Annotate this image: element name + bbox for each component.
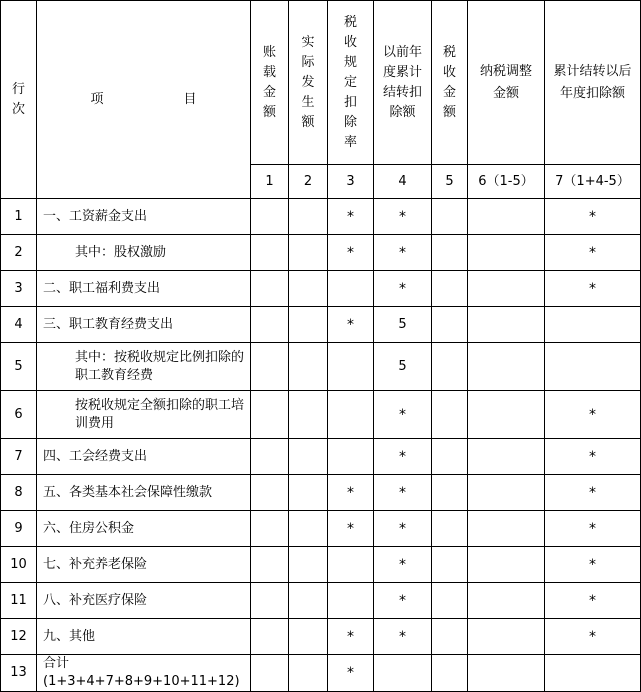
row-item: 一、工资薪金支出 <box>37 199 251 235</box>
cell-c6 <box>468 655 545 692</box>
cell-c7 <box>545 343 641 391</box>
cell-c6 <box>468 235 545 271</box>
cell-c3 <box>328 271 374 307</box>
table-row <box>1 511 641 547</box>
row-no: 4 <box>1 307 37 343</box>
header-col4: 以前年度累计结转扣除额 <box>374 1 432 165</box>
row-no: 11 <box>1 583 37 619</box>
header-num-1: 1 <box>251 165 289 199</box>
cell-c1 <box>251 391 289 439</box>
cell-c5 <box>432 199 468 235</box>
cell-c1 <box>251 619 289 655</box>
header-item: 项 目 <box>37 1 251 199</box>
cell-c4: * <box>374 439 432 475</box>
table-row <box>1 199 641 235</box>
row-no: 2 <box>1 235 37 271</box>
cell-c7: * <box>545 511 641 547</box>
row-item: 八、补充医疗保险 <box>37 583 251 619</box>
row-no: 13 <box>1 655 37 692</box>
cell-c1 <box>251 439 289 475</box>
cell-c2 <box>289 307 328 343</box>
row-item: 三、职工教育经费支出 <box>37 307 251 343</box>
cell-c4: * <box>374 547 432 583</box>
cell-c1 <box>251 199 289 235</box>
cell-c6 <box>468 475 545 511</box>
row-no: 3 <box>1 271 37 307</box>
header-num-3: 3 <box>328 165 374 199</box>
row-no: 7 <box>1 439 37 475</box>
cell-c6 <box>468 439 545 475</box>
cell-c4: * <box>374 583 432 619</box>
cell-c5 <box>432 307 468 343</box>
cell-c5 <box>432 655 468 692</box>
row-no: 1 <box>1 199 37 235</box>
cell-c4: * <box>374 619 432 655</box>
cell-c3: * <box>328 619 374 655</box>
cell-c2 <box>289 619 328 655</box>
cell-c3: * <box>328 199 374 235</box>
cell-c2 <box>289 439 328 475</box>
cell-c5 <box>432 235 468 271</box>
cell-c5 <box>432 439 468 475</box>
cell-c1 <box>251 655 289 692</box>
row-item: 二、职工福利费支出 <box>37 271 251 307</box>
table-row <box>1 235 641 271</box>
table-row <box>1 439 641 475</box>
cell-c2 <box>289 511 328 547</box>
cell-c4: * <box>374 199 432 235</box>
cell-c4: 5 <box>374 307 432 343</box>
cell-c4 <box>374 655 432 692</box>
cell-c7 <box>545 655 641 692</box>
cell-c7: * <box>545 391 641 439</box>
table-row <box>1 583 641 619</box>
row-no: 9 <box>1 511 37 547</box>
cell-c6 <box>468 199 545 235</box>
header-col5: 税收金额 <box>432 1 468 165</box>
cell-c7 <box>545 307 641 343</box>
cell-c1 <box>251 271 289 307</box>
cell-c1 <box>251 235 289 271</box>
header-row <box>1 1 641 165</box>
cell-c1 <box>251 475 289 511</box>
cell-c1 <box>251 511 289 547</box>
cell-c5 <box>432 583 468 619</box>
table-row <box>1 619 641 655</box>
cell-c6 <box>468 547 545 583</box>
header-col3: 税收规定扣除率 <box>328 1 374 165</box>
row-item: 六、住房公积金 <box>37 511 251 547</box>
cell-c4: 5 <box>374 343 432 391</box>
table-row <box>1 547 641 583</box>
table-row <box>1 391 641 439</box>
cell-c5 <box>432 547 468 583</box>
cell-c3: * <box>328 475 374 511</box>
cell-c7: * <box>545 619 641 655</box>
header-num-2: 2 <box>289 165 328 199</box>
cell-c4: * <box>374 235 432 271</box>
table-row <box>1 271 641 307</box>
header-col6: 纳税调整金额 <box>468 1 545 165</box>
cell-c6 <box>468 511 545 547</box>
cell-c5 <box>432 475 468 511</box>
cell-c6 <box>468 271 545 307</box>
row-no: 5 <box>1 343 37 391</box>
cell-c4: * <box>374 511 432 547</box>
cell-c7: * <box>545 475 641 511</box>
cell-c2 <box>289 655 328 692</box>
table-row <box>1 307 641 343</box>
cell-c7: * <box>545 547 641 583</box>
cell-c2 <box>289 475 328 511</box>
cell-c6 <box>468 583 545 619</box>
cell-c6 <box>468 307 545 343</box>
cell-c5 <box>432 271 468 307</box>
header-col1: 账载金额 <box>251 1 289 165</box>
cell-c7: * <box>545 271 641 307</box>
cell-c3: * <box>328 511 374 547</box>
cell-c3 <box>328 439 374 475</box>
row-item: 其中：按税收规定比例扣除的职工教育经费 <box>37 343 251 391</box>
cell-c2 <box>289 583 328 619</box>
cell-c1 <box>251 583 289 619</box>
row-no: 6 <box>1 391 37 439</box>
header-col7: 累计结转以后年度扣除额 <box>545 1 641 165</box>
header-row-no: 行次 <box>1 1 37 199</box>
row-no: 8 <box>1 475 37 511</box>
cell-c2 <box>289 391 328 439</box>
table-row <box>1 475 641 511</box>
cell-c7: * <box>545 235 641 271</box>
row-item: 其中：股权激励 <box>37 235 251 271</box>
cell-c3 <box>328 547 374 583</box>
row-item: 五、各类基本社会保障性缴款 <box>37 475 251 511</box>
cell-c5 <box>432 391 468 439</box>
row-no: 12 <box>1 619 37 655</box>
row-item: 七、补充养老保险 <box>37 547 251 583</box>
row-item: 按税收规定全额扣除的职工培训费用 <box>37 391 251 439</box>
cell-c4: * <box>374 391 432 439</box>
cell-c1 <box>251 307 289 343</box>
cell-c3: * <box>328 235 374 271</box>
cell-c2 <box>289 199 328 235</box>
row-item: 合计(1+3+4+7+8+9+10+11+12) <box>37 655 251 692</box>
cell-c3 <box>328 391 374 439</box>
row-no: 10 <box>1 547 37 583</box>
cell-c7: * <box>545 199 641 235</box>
cell-c1 <box>251 547 289 583</box>
cell-c3: * <box>328 655 374 692</box>
cell-c6 <box>468 391 545 439</box>
cell-c2 <box>289 343 328 391</box>
header-num-4: 4 <box>374 165 432 199</box>
cell-c6 <box>468 343 545 391</box>
cell-c4: * <box>374 271 432 307</box>
table-row <box>1 343 641 391</box>
cell-c2 <box>289 235 328 271</box>
header-num-7: 7（1+4-5） <box>545 165 641 199</box>
header-col2: 实际发生额 <box>289 1 328 165</box>
cell-c4: * <box>374 475 432 511</box>
cell-c3 <box>328 343 374 391</box>
cell-c3: * <box>328 307 374 343</box>
table-row-total <box>1 655 641 692</box>
header-num-5: 5 <box>432 165 468 199</box>
header-num-6: 6（1-5） <box>468 165 545 199</box>
cell-c2 <box>289 271 328 307</box>
row-item: 四、工会经费支出 <box>37 439 251 475</box>
cell-c3 <box>328 583 374 619</box>
cell-c7: * <box>545 583 641 619</box>
cell-c6 <box>468 619 545 655</box>
cell-c5 <box>432 511 468 547</box>
cell-c7: * <box>545 439 641 475</box>
cell-c2 <box>289 547 328 583</box>
cell-c5 <box>432 619 468 655</box>
cell-c5 <box>432 343 468 391</box>
cell-c1 <box>251 343 289 391</box>
row-item: 九、其他 <box>37 619 251 655</box>
